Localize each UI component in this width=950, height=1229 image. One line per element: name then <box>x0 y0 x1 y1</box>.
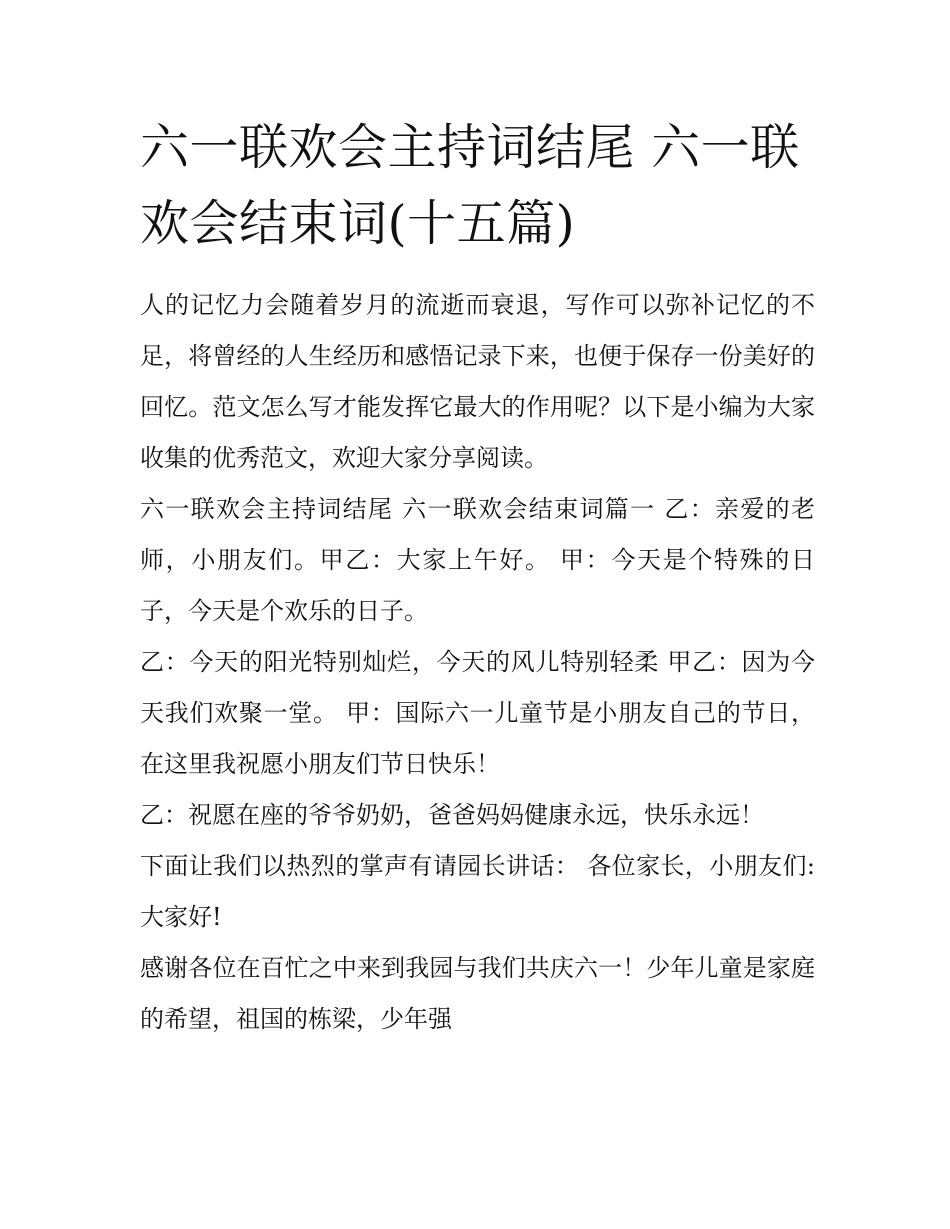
paragraph-principal-speech: 感谢各位在百忙之中来到我园与我们共庆六一！少年儿童是家庭的希望，祖国的栋梁，少年强 <box>140 954 815 1033</box>
paragraph-dialogue-1: 乙：今天的阳光特别灿烂，今天的风儿特别轻柔 甲乙：因为今天我们欢聚一堂。 甲：国际六一儿童节是小朋友自己的节日，在这里我祝愿小朋友们节日快乐！ <box>140 648 815 778</box>
paragraph-dialogue-2: 乙：祝愿在座的爷爷奶奶，爸爸妈妈健康永远，快乐永远！ <box>140 801 764 829</box>
paragraph-intro: 人的记忆力会随着岁月的流逝而衰退，写作可以弥补记忆的不足，将曾经的人生经历和感悟记录下来，也便于保存一份美好的回忆。范文怎么写才能发挥它最大的作用呢？以下是小编为大家收集的优秀范文，欢迎大家分享阅读。 <box>140 291 815 472</box>
paragraph-opening: 六一联欢会主持词结尾 六一联欢会结束词篇一 乙：亲爱的老师，小朋友们。甲乙：大家上午好。 甲：今天是个特殊的日子，今天是个欢乐的日子。 <box>140 495 815 625</box>
paragraph-principal-invite: 下面让我们以热烈的掌声有请园长讲话： 各位家长，小朋友们: 大家好! <box>140 852 815 931</box>
document-page <box>140 110 815 1045</box>
document-title: 六一联欢会主持词结尾 六一联欢会结束词(十五篇) <box>140 119 800 252</box>
